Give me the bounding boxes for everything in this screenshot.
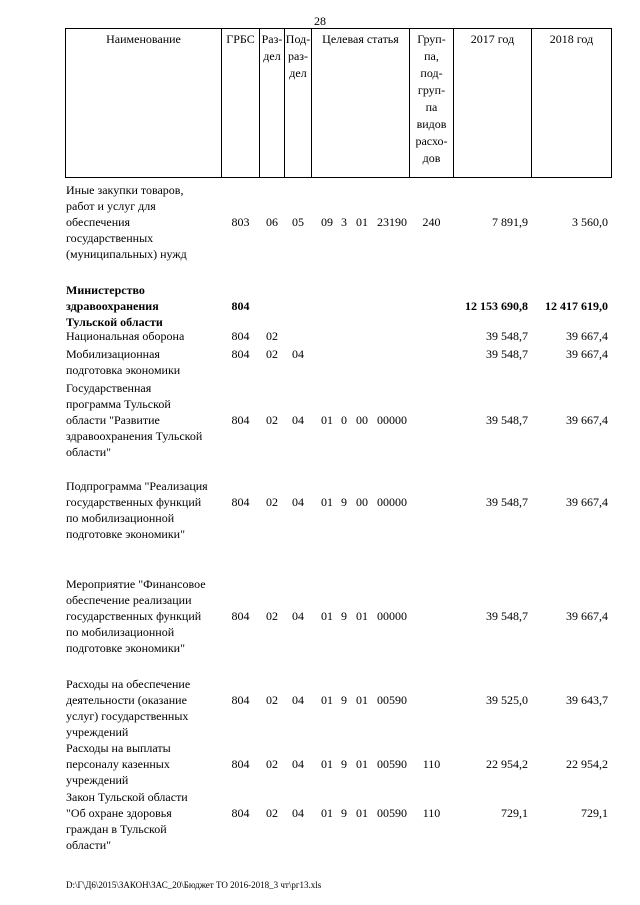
cell-v2018: 39 643,7	[566, 693, 608, 707]
cell-v2018: 39 667,4	[566, 347, 608, 361]
row-name-line: услуг) государственных	[66, 709, 189, 723]
cell-grbs: 804	[231, 413, 250, 427]
cell-v2018: 39 667,4	[566, 329, 608, 343]
cell-rz: 02	[266, 806, 278, 820]
row-name-line: государственных функций	[66, 495, 202, 509]
col-divider	[311, 28, 312, 178]
cell-v2018: 3 560,0	[572, 215, 608, 229]
row-name-line: обеспечение реализации	[66, 593, 192, 607]
row-name-line: Министерство	[66, 283, 145, 297]
col-divider	[531, 28, 532, 178]
cell-v2017: 39 525,0	[486, 693, 528, 707]
cell-v2018: 39 667,4	[566, 609, 608, 623]
cell-t4: 00590	[377, 757, 407, 771]
cell-rz: 02	[266, 495, 278, 509]
row-name-line: Мероприятие "Финансовое	[66, 577, 206, 591]
cell-t4: 00000	[377, 609, 407, 623]
col-divider	[453, 28, 454, 178]
cell-t4: 00000	[377, 495, 407, 509]
cell-t3: 01	[356, 609, 368, 623]
col-divider	[611, 28, 612, 178]
row-name-line: программа Тульской	[66, 397, 171, 411]
cell-t3: 01	[356, 693, 368, 707]
header-podrazdel-line: раз-	[287, 49, 309, 63]
row-name-line: подготовке экономики"	[66, 527, 185, 541]
row-name	[66, 740, 226, 788]
cell-vr: 110	[422, 757, 441, 771]
cell-t1: 01	[321, 757, 333, 771]
header-razdel	[260, 31, 284, 65]
cell-t2: 3	[341, 215, 347, 229]
header-group-line: дов	[422, 151, 441, 165]
cell-grbs: 804	[231, 757, 250, 771]
header-top-border	[65, 28, 612, 29]
cell-rz: 02	[266, 347, 278, 361]
row-name-line: Расходы на выплаты	[66, 741, 171, 755]
row-name-line: Национальная оборона	[66, 329, 185, 343]
header-podrazdel-line: Под-	[285, 32, 311, 46]
row-name-line: государственных функций	[66, 609, 202, 623]
header-group-line: Груп-	[417, 32, 446, 46]
row-name-line: подготовке экономики"	[66, 641, 185, 655]
cell-v2017: 22 954,2	[486, 757, 528, 771]
row-name-line: деятельности (оказание	[66, 693, 187, 707]
cell-t4: 00590	[377, 693, 407, 707]
header-grbs: ГРБС	[226, 32, 255, 46]
cell-pr: 04	[292, 609, 304, 623]
row-name-line: обеспечения	[66, 215, 131, 229]
row-name-line: здравоохранения	[66, 299, 159, 313]
cell-rz: 02	[266, 693, 278, 707]
header-group-line: видов	[416, 117, 447, 131]
cell-pr: 04	[292, 413, 304, 427]
cell-grbs: 804	[231, 299, 250, 313]
cell-grbs: 804	[231, 609, 250, 623]
header-podrazdel-line: дел	[289, 66, 307, 80]
row-name	[66, 282, 226, 330]
cell-rz: 02	[266, 329, 278, 343]
row-name-line: государственных	[66, 231, 154, 245]
cell-v2017: 12 153 690,8	[465, 299, 528, 313]
table-header	[0, 0, 640, 180]
row-name-line: области "Развитие	[66, 413, 160, 427]
row-name-line: работ и услуг для	[66, 199, 156, 213]
row-name-line: Государственная	[66, 381, 152, 395]
row-name	[66, 346, 226, 378]
cell-t1: 01	[321, 609, 333, 623]
cell-t4: 00590	[377, 806, 407, 820]
row-name-line: учреждений	[66, 725, 129, 739]
cell-t1: 09	[321, 215, 333, 229]
cell-v2017: 39 548,7	[486, 413, 528, 427]
row-name	[66, 182, 226, 262]
cell-t3: 01	[356, 215, 368, 229]
row-name	[66, 380, 226, 460]
cell-t2: 9	[341, 693, 347, 707]
cell-vr: 110	[422, 806, 441, 820]
header-razdel-line: дел	[263, 49, 281, 63]
header-2017: 2017 год	[470, 32, 515, 46]
row-name-line: здравоохранения Тульской	[66, 429, 203, 443]
cell-v2017: 39 548,7	[486, 347, 528, 361]
header-bottom-border	[65, 177, 612, 178]
header-target: Целевая статья	[322, 32, 399, 46]
row-name-line: по мобилизационной	[66, 625, 175, 639]
cell-rz: 02	[266, 757, 278, 771]
cell-pr: 04	[292, 495, 304, 509]
header-group-line: па	[425, 100, 438, 114]
col-divider	[221, 28, 222, 178]
cell-t1: 01	[321, 693, 333, 707]
page-number: 28	[314, 14, 326, 28]
cell-pr: 04	[292, 757, 304, 771]
row-name-line: Расходы на обеспечение	[66, 677, 191, 691]
cell-grbs: 804	[231, 329, 250, 343]
header-group	[410, 31, 453, 167]
header-group-line: груп-	[417, 83, 446, 97]
cell-t2: 9	[341, 495, 347, 509]
cell-t3: 00	[356, 495, 368, 509]
cell-t2: 9	[341, 609, 347, 623]
row-name-line: (муниципальных) нужд	[66, 247, 187, 261]
row-name-line: Тульской области	[66, 315, 163, 329]
cell-t4: 00000	[377, 413, 407, 427]
header-podrazdel	[285, 31, 311, 82]
cell-v2017: 729,1	[501, 806, 528, 820]
row-name-line: граждан в Тульской	[66, 822, 167, 836]
cell-vr: 240	[422, 215, 441, 229]
cell-t3: 01	[356, 757, 368, 771]
cell-v2018: 39 667,4	[566, 413, 608, 427]
cell-grbs: 804	[231, 495, 250, 509]
cell-grbs: 804	[231, 693, 250, 707]
row-name	[66, 576, 226, 656]
cell-pr: 04	[292, 347, 304, 361]
row-name-line: области"	[66, 445, 112, 459]
col-divider	[65, 28, 66, 178]
row-name	[66, 676, 226, 740]
cell-grbs: 803	[231, 215, 250, 229]
cell-v2017: 39 548,7	[486, 329, 528, 343]
row-name-line: подготовка экономики	[66, 363, 181, 377]
cell-v2017: 39 548,7	[486, 609, 528, 623]
cell-t2: 9	[341, 757, 347, 771]
row-name-line: персоналу казенных	[66, 757, 170, 771]
cell-rz: 06	[266, 215, 278, 229]
header-group-line: па,	[424, 49, 439, 63]
cell-v2018: 12 417 619,0	[545, 299, 608, 313]
cell-t2: 0	[341, 413, 347, 427]
header-group-line: под-	[420, 66, 443, 80]
cell-v2018: 39 667,4	[566, 495, 608, 509]
row-name-line: области"	[66, 838, 112, 852]
file-path-footer: D:\Г\Д6\2015\ЗАКОН\ЗАС_20\Бюджет ТО 2016-2018_3 чт\рг13.xls	[66, 880, 322, 890]
cell-v2017: 7 891,9	[492, 215, 528, 229]
row-name-line: по мобилизационной	[66, 511, 175, 525]
cell-t1: 01	[321, 413, 333, 427]
cell-t1: 01	[321, 806, 333, 820]
row-name-line: Подпрограмма "Реализация	[66, 479, 208, 493]
cell-rz: 02	[266, 413, 278, 427]
cell-pr: 04	[292, 693, 304, 707]
row-name	[66, 478, 226, 542]
row-name-line: Закон Тульской области	[66, 790, 188, 804]
cell-pr: 05	[292, 215, 304, 229]
header-group-line: расхо-	[415, 134, 448, 148]
cell-t2: 9	[341, 806, 347, 820]
cell-v2018: 22 954,2	[566, 757, 608, 771]
cell-t3: 01	[356, 806, 368, 820]
row-name-line: учреждений	[66, 773, 129, 787]
cell-t4: 23190	[377, 215, 407, 229]
cell-t1: 01	[321, 495, 333, 509]
row-name	[66, 328, 226, 344]
row-name-line: "Об охране здоровья	[66, 806, 172, 820]
row-name	[66, 789, 226, 853]
header-2018: 2018 год	[549, 32, 594, 46]
cell-pr: 04	[292, 806, 304, 820]
cell-v2018: 729,1	[581, 806, 608, 820]
header-razdel-line: Раз-	[261, 32, 283, 46]
cell-t3: 00	[356, 413, 368, 427]
row-name-line: Иные закупки товаров,	[66, 183, 184, 197]
cell-rz: 02	[266, 609, 278, 623]
cell-grbs: 804	[231, 347, 250, 361]
header-name: Наименование	[106, 32, 181, 46]
cell-grbs: 804	[231, 806, 250, 820]
row-name-line: Мобилизационная	[66, 347, 160, 361]
cell-v2017: 39 548,7	[486, 495, 528, 509]
